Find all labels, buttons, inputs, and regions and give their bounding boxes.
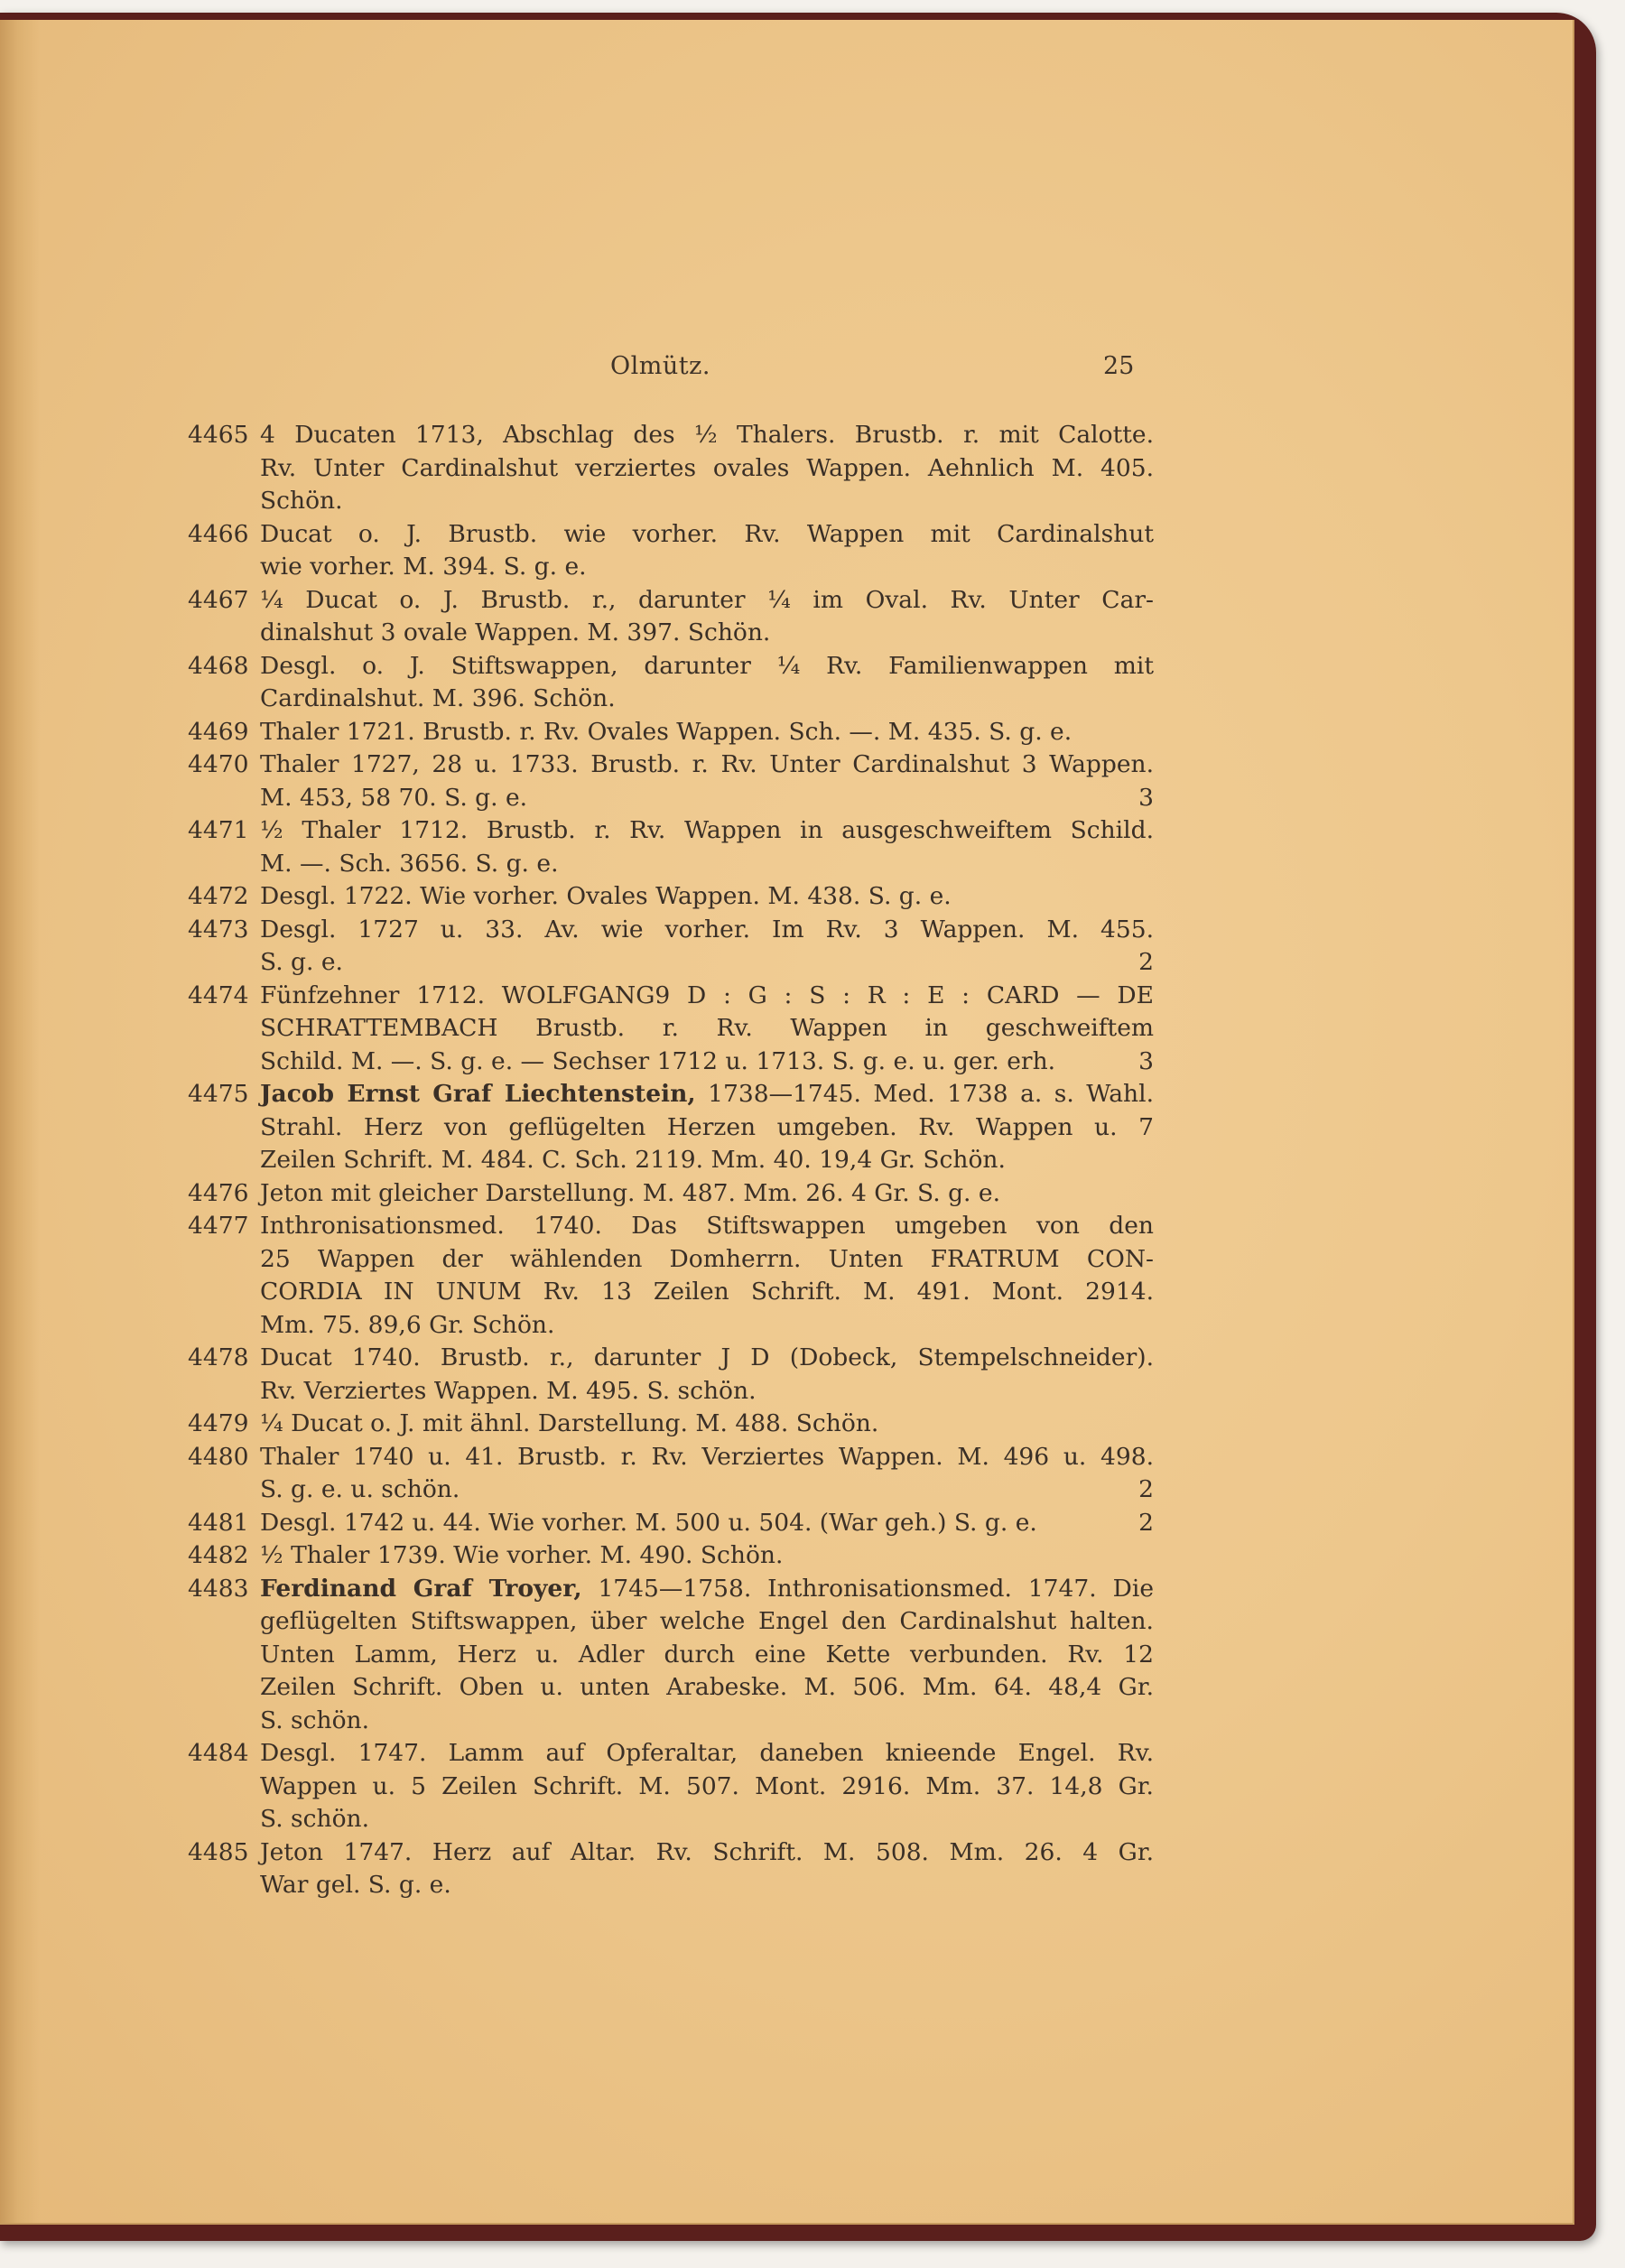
entry-number: 4481	[188, 1508, 249, 1537]
entry-line	[260, 485, 1154, 518]
entry-line-text: Zeilen Schrift. M. 484. C. Sch. 2119. Mm. 40. 19,4 Gr. Schön.	[260, 1146, 1006, 1174]
entry-line	[260, 880, 1154, 914]
entry-line	[260, 716, 1154, 749]
entry-line	[260, 848, 1154, 881]
catalog-entry	[188, 1177, 1154, 1211]
entry-line-text: Zeilen Schrift. Oben u. unten Arabeske. M. 506. Mm. 64. 48,4 Gr.	[260, 1673, 1154, 1701]
catalog-entry	[188, 1210, 1154, 1342]
entry-number: 4475	[188, 1080, 249, 1108]
catalog-entry	[188, 419, 1154, 518]
entry-line	[260, 782, 1154, 815]
entry-line-text: 25 Wappen der wählenden Domherrn. Unten FRATRUM CON-	[260, 1244, 1154, 1273]
catalog-entry	[188, 1441, 1154, 1507]
catalog-entry	[188, 1539, 1154, 1573]
entry-line	[260, 1012, 1154, 1046]
entry-number: 4468	[188, 651, 249, 680]
page-header	[0, 352, 1573, 388]
catalog-entries	[188, 419, 1154, 1902]
entry-number: 4472	[188, 882, 249, 910]
entry-line	[260, 980, 1154, 1013]
entry-line-text: Inthronisationsmed. 1740. Das Stiftswappen umgeben von den	[260, 1212, 1154, 1240]
entry-price: 3	[1138, 1046, 1154, 1075]
entry-line	[260, 650, 1154, 683]
entry-number: 4473	[188, 915, 249, 943]
entry-line	[260, 1243, 1154, 1277]
catalog-page	[0, 20, 1574, 2225]
entry-line	[260, 748, 1154, 782]
catalog-entry	[188, 584, 1154, 650]
entry-line-text: Desgl. 1742 u. 44. Wie vorher. M. 500 u. 504. (War geh.) S. g. e.	[260, 1508, 1037, 1537]
entry-line-text: M. —. Sch. 3656. S. g. e.	[260, 849, 559, 878]
entry-number: 4471	[188, 816, 249, 844]
catalog-entry	[188, 1573, 1154, 1738]
entry-number: 4466	[188, 519, 249, 548]
entry-line	[260, 1177, 1154, 1211]
entry-line-text: SCHRATTEMBACH Brustb. r. Rv. Wappen in geschweiftem	[260, 1014, 1154, 1042]
entry-line-text: Thaler 1721. Brustb. r. Rv. Ovales Wappen. Sch. —. M. 435. S. g. e.	[260, 717, 1072, 746]
entry-line	[260, 1803, 1154, 1836]
entry-line-text: Desgl. 1722. Wie vorher. Ovales Wappen. M. 438. S. g. e.	[260, 882, 952, 910]
catalog-entry	[188, 1408, 1154, 1441]
entry-number: 4465	[188, 421, 249, 449]
entry-person-name: Ferdinand Graf Troyer,	[260, 1574, 582, 1603]
entry-line	[260, 914, 1154, 947]
entry-line-text: 1745—1758. Inthronisationsmed. 1747. Die	[581, 1574, 1154, 1603]
entry-line-text: Unten Lamm, Herz u. Adler durch eine Kette verbunden. Rv. 12	[260, 1640, 1154, 1668]
entry-line	[260, 419, 1154, 452]
entry-line-text: Ducat 1740. Brustb. r., darunter J D (Dobeck, Stempelschneider).	[260, 1343, 1154, 1371]
entry-number: 4483	[188, 1574, 249, 1603]
entry-line	[260, 1046, 1154, 1079]
entry-line	[260, 617, 1154, 650]
entry-line-text: Strahl. Herz von geflügelten Herzen umgeben. Rv. Wappen u. 7	[260, 1112, 1154, 1141]
entry-line-text: M. 453, 58 70. S. g. e.	[260, 783, 528, 812]
entry-line	[260, 1473, 1154, 1507]
entry-number: 4480	[188, 1442, 249, 1471]
page-number: 25	[1103, 352, 1135, 380]
entry-line	[260, 1441, 1154, 1474]
entry-line	[260, 1539, 1154, 1573]
catalog-entry	[188, 1836, 1154, 1902]
catalog-entry	[188, 980, 1154, 1079]
entry-number: 4467	[188, 585, 249, 614]
catalog-entry	[188, 1078, 1154, 1177]
entry-line	[260, 1671, 1154, 1705]
entry-line-text: Cardinalshut. M. 396. Schön.	[260, 684, 616, 712]
catalog-entry	[188, 880, 1154, 914]
entry-line-text: Thaler 1740 u. 41. Brustb. r. Rv. Verziertes Wappen. M. 496 u. 498.	[260, 1442, 1154, 1471]
entry-line-text: Jeton mit gleicher Darstellung. M. 487. Mm. 26. 4 Gr. S. g. e.	[260, 1178, 1001, 1207]
entry-line	[260, 1605, 1154, 1639]
entry-line-text: 1738—1745. Med. 1738 a. s. Wahl.	[695, 1080, 1155, 1108]
entry-line-text: wie vorher. M. 394. S. g. e.	[260, 553, 587, 581]
entry-number: 4478	[188, 1343, 249, 1371]
entry-line-text: ¼ Ducat o. J. mit ähnl. Darstellung. M. 488. Schön.	[260, 1409, 879, 1437]
entry-line	[260, 518, 1154, 552]
entry-line-text: Jeton 1747. Herz auf Altar. Rv. Schrift. M. 508. Mm. 26. 4 Gr.	[260, 1837, 1154, 1866]
entry-line-text: geflügelten Stiftswappen, über welche Engel den Cardinalshut halten.	[260, 1607, 1154, 1635]
entry-line	[260, 1309, 1154, 1343]
catalog-entry	[188, 716, 1154, 749]
catalog-entry	[188, 1737, 1154, 1836]
entry-line-text: Thaler 1727, 28 u. 1733. Brustb. r. Rv. Unter Cardinalshut 3 Wappen.	[260, 750, 1154, 778]
entry-line	[260, 814, 1154, 848]
entry-line	[260, 452, 1154, 486]
entry-number: 4484	[188, 1739, 249, 1767]
catalog-entry	[188, 814, 1154, 880]
entry-line	[260, 1836, 1154, 1870]
entry-line-text: ½ Thaler 1712. Brustb. r. Rv. Wappen in ausgeschweiftem Schild.	[260, 816, 1154, 844]
catalog-entry	[188, 650, 1154, 716]
entry-line-text: Rv. Unter Cardinalshut verziertes ovales Wappen. Aehnlich M. 405.	[260, 453, 1154, 482]
entry-line-text: Desgl. 1727 u. 33. Av. wie vorher. Im Rv. 3 Wappen. M. 455.	[260, 915, 1154, 943]
entry-line-text: Mm. 75. 89,6 Gr. Schön.	[260, 1310, 555, 1339]
entry-price: 3	[1138, 783, 1154, 812]
entry-line	[260, 551, 1154, 584]
catalog-entry	[188, 518, 1154, 584]
entry-line-text: S. g. e. u. schön.	[260, 1475, 460, 1503]
catalog-entry	[188, 1342, 1154, 1408]
catalog-entry	[188, 1507, 1154, 1540]
entry-number: 4469	[188, 717, 249, 746]
entry-line-text: 4 Ducaten 1713, Abschlag des ½ Thalers. Brustb. r. mit Calotte.	[260, 421, 1154, 449]
entry-line	[260, 1111, 1154, 1145]
entry-number: 4485	[188, 1837, 249, 1866]
entry-line	[260, 1375, 1154, 1408]
entry-line	[260, 1342, 1154, 1375]
entry-line-text: dinalshut 3 ovale Wappen. M. 397. Schön.	[260, 618, 771, 646]
entry-line	[260, 1507, 1154, 1540]
entry-number: 4470	[188, 750, 249, 778]
entry-line	[260, 1408, 1154, 1441]
entry-line	[260, 946, 1154, 980]
entry-line	[260, 1869, 1154, 1902]
entry-line	[260, 1737, 1154, 1771]
entry-line-text: Wappen u. 5 Zeilen Schrift. M. 507. Mont. 2916. Mm. 37. 14,8 Gr.	[260, 1771, 1154, 1800]
catalog-entry	[188, 748, 1154, 814]
entry-line-text: ¼ Ducat o. J. Brustb. r., darunter ¼ im Oval. Rv. Unter Car-	[260, 585, 1154, 614]
entry-line	[260, 1771, 1154, 1804]
entry-line-text: War gel. S. g. e.	[260, 1871, 451, 1899]
entry-price: 2	[1138, 1475, 1154, 1503]
entry-line	[260, 584, 1154, 618]
entry-line-text: Ducat o. J. Brustb. wie vorher. Rv. Wappen mit Cardinalshut	[260, 519, 1154, 548]
entry-price: 2	[1138, 948, 1154, 976]
entry-line-text: Schild. M. —. S. g. e. — Sechser 1712 u. 1713. S. g. e. u. ger. erh.	[260, 1046, 1056, 1075]
entry-line-text: S. schön.	[260, 1805, 370, 1833]
entry-line	[260, 1705, 1154, 1738]
entry-person-name: Jacob Ernst Graf Liechtenstein,	[260, 1080, 696, 1108]
entry-line-text: CORDIA IN UNUM Rv. 13 Zeilen Schrift. M. 491. Mont. 2914.	[260, 1278, 1154, 1306]
running-title: Olmütz.	[610, 352, 710, 380]
entry-line-text: Desgl. 1747. Lamm auf Opferaltar, daneben knieende Engel. Rv.	[260, 1739, 1154, 1767]
entry-number: 4479	[188, 1409, 249, 1437]
entry-line-text: S. schön.	[260, 1706, 370, 1734]
entry-line	[260, 1210, 1154, 1243]
entry-line-text: Desgl. o. J. Stiftswappen, darunter ¼ Rv. Familienwappen mit	[260, 651, 1154, 680]
entry-number: 4482	[188, 1541, 249, 1569]
entry-line-text: S. g. e.	[260, 948, 343, 976]
entry-line-text: Schön.	[260, 487, 343, 515]
entry-line	[260, 1573, 1154, 1606]
entry-line	[260, 1144, 1154, 1177]
page-gutter	[0, 20, 40, 2223]
entry-number: 4476	[188, 1178, 249, 1207]
entry-line	[260, 683, 1154, 716]
entry-line-text: Rv. Verziertes Wappen. M. 495. S. schön.	[260, 1376, 757, 1405]
entry-line-text: ½ Thaler 1739. Wie vorher. M. 490. Schön.	[260, 1541, 784, 1569]
entry-number: 4477	[188, 1212, 249, 1240]
entry-line	[260, 1078, 1154, 1111]
entry-line	[260, 1276, 1154, 1309]
entry-price: 2	[1138, 1508, 1154, 1537]
catalog-entry	[188, 914, 1154, 980]
entry-line-text: Fünfzehner 1712. WOLFGANG9 D : G : S : R : E : CARD — DE	[260, 981, 1154, 1009]
entry-line	[260, 1639, 1154, 1672]
entry-number: 4474	[188, 981, 249, 1009]
